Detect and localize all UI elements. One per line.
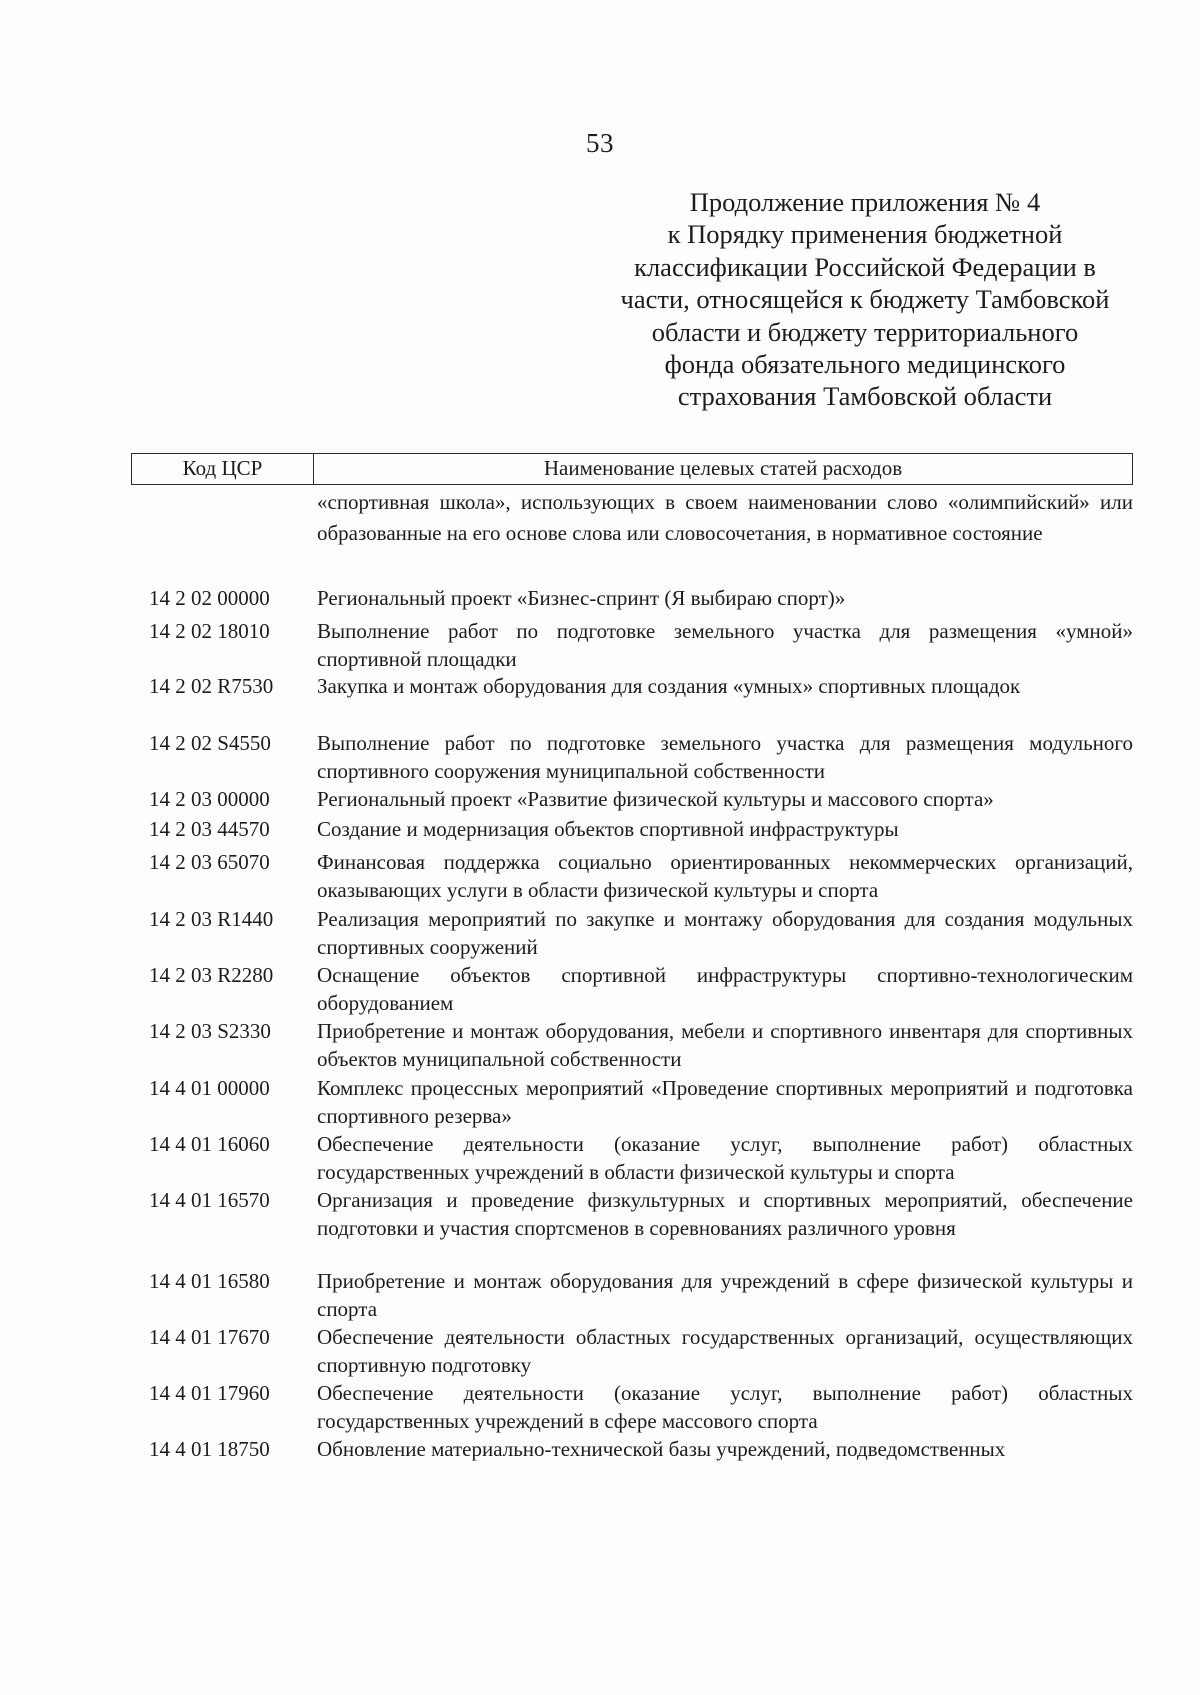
- table-row: [131, 1268, 1133, 1323]
- name-cell: Приобретение и монтаж оборудования, мебели и спортивного инвентаря для спортивных объектов муниципальной собственности: [317, 1019, 1133, 1071]
- table-row: [131, 786, 1133, 814]
- name-cell: Обновление материально-технической базы учреждений, подведомственных: [317, 1437, 1006, 1461]
- name-cell: Финансовая поддержка социально ориентированных некоммерческих организаций, оказывающих услуги в области физической культуры и спорта: [317, 850, 1133, 902]
- table-row: [131, 1187, 1133, 1242]
- code-cell: 14 4 01 18750: [149, 1437, 270, 1461]
- code-cell: 14 2 02 S4550: [149, 731, 271, 755]
- table-row: [131, 730, 1133, 785]
- table-row: [131, 1380, 1133, 1435]
- page-number: 53: [586, 128, 614, 158]
- code-cell: 14 4 01 16060: [149, 1132, 270, 1156]
- table-row: [131, 962, 1133, 1017]
- table-row: [131, 1324, 1133, 1379]
- name-cell: Создание и модернизация объектов спортивной инфраструктуры: [317, 817, 899, 841]
- code-cell: 14 2 03 44570: [149, 817, 270, 841]
- table-row: [131, 673, 1133, 701]
- table-row: [131, 1131, 1133, 1186]
- appendix-line: части, относящейся к бюджету Тамбовской: [620, 284, 1110, 315]
- code-cell: 14 2 03 00000: [149, 787, 270, 811]
- name-cell: Выполнение работ по подготовке земельного участка для размещения «умной» спортивной площадки: [317, 619, 1133, 671]
- table-row: [131, 585, 1133, 613]
- name-cell: Приобретение и монтаж оборудования для учреждений в сфере физической культуры и спорта: [317, 1269, 1133, 1321]
- expense-items-table: [131, 453, 1133, 1461]
- code-cell: 14 2 02 00000: [149, 586, 270, 610]
- code-cell: 14 4 01 16580: [149, 1269, 270, 1293]
- code-cell: 14 2 03 65070: [149, 850, 270, 874]
- appendix-line: Продолжение приложения № 4: [689, 187, 1041, 217]
- appendix-line: области и бюджету территориального: [651, 316, 1079, 347]
- table-row: [131, 618, 1133, 673]
- name-cell: Выполнение работ по подготовке земельного участка для размещения модульного спортивного сооружения муниципальной собственности: [317, 731, 1133, 783]
- name-cell: Организация и проведение физкультурных и спортивных мероприятий, обеспечение подготовки и участия спортсменов в соревнованиях различного уровня: [317, 1188, 1133, 1240]
- column-header-code: Код ЦСР: [132, 454, 314, 484]
- table-row: [131, 816, 1133, 844]
- name-cell: Региональный проект «Развитие физической культуры и массового спорта»: [317, 787, 994, 811]
- name-cell: Обеспечение деятельности областных государственных организаций, осуществляющих спортивную подготовку: [317, 1325, 1133, 1377]
- appendix-header: [590, 186, 1140, 413]
- table-row: [131, 906, 1133, 961]
- code-cell: 14 4 01 16570: [149, 1188, 270, 1212]
- name-cell: Региональный проект «Бизнес-спринт (Я выбираю спорт)»: [317, 586, 846, 610]
- code-cell: 14 4 01 17960: [149, 1381, 270, 1405]
- table-row: [131, 1018, 1133, 1073]
- code-cell: 14 4 01 17670: [149, 1325, 270, 1349]
- code-cell: 14 2 02 18010: [149, 619, 270, 643]
- code-cell: [131, 487, 311, 549]
- name-cell: Обеспечение деятельности (оказание услуг, выполнение работ) областных государственных учреждений в области физической культуры и спорта: [317, 1132, 1133, 1184]
- name-cell: Комплекс процессных мероприятий «Проведение спортивных мероприятий и подготовка спортивного резерва»: [317, 1076, 1133, 1128]
- code-cell: 14 2 02 R7530: [149, 674, 274, 698]
- table-row: [131, 1075, 1133, 1130]
- table-row-continuation: [131, 487, 1133, 549]
- appendix-line: фонда обязательного медицинского: [664, 349, 1066, 380]
- code-cell: 14 2 03 S2330: [149, 1019, 271, 1043]
- name-cell: Оснащение объектов спортивной инфраструктуры спортивно-технологическим оборудованием: [317, 963, 1133, 1015]
- appendix-line: к Порядку применения бюджетной: [667, 219, 1063, 250]
- code-cell: 14 2 03 R2280: [149, 963, 274, 987]
- name-cell: «спортивная школа», использующих в своем наименовании слово «олимпийский» или образованные на его основе слова или словосочетания, в нормативное состояние: [317, 490, 1133, 545]
- name-cell: Обеспечение деятельности (оказание услуг, выполнение работ) областных государственных учреждений в сфере массового спорта: [317, 1381, 1133, 1433]
- table-row: [131, 1436, 1133, 1464]
- table-header: [131, 453, 1133, 485]
- appendix-line: страхования Тамбовской области: [677, 381, 1053, 412]
- column-header-name: Наименование целевых статей расходов: [543, 456, 903, 480]
- name-cell: Закупка и монтаж оборудования для создания «умных» спортивных площадок: [317, 674, 1021, 698]
- appendix-line: классификации Российской Федерации в: [634, 251, 1096, 282]
- code-cell: 14 2 03 R1440: [149, 907, 274, 931]
- code-cell: 14 4 01 00000: [149, 1076, 270, 1100]
- table-row: [131, 849, 1133, 904]
- name-cell: Реализация мероприятий по закупке и монтажу оборудования для создания модульных спортивных сооружений: [317, 907, 1133, 959]
